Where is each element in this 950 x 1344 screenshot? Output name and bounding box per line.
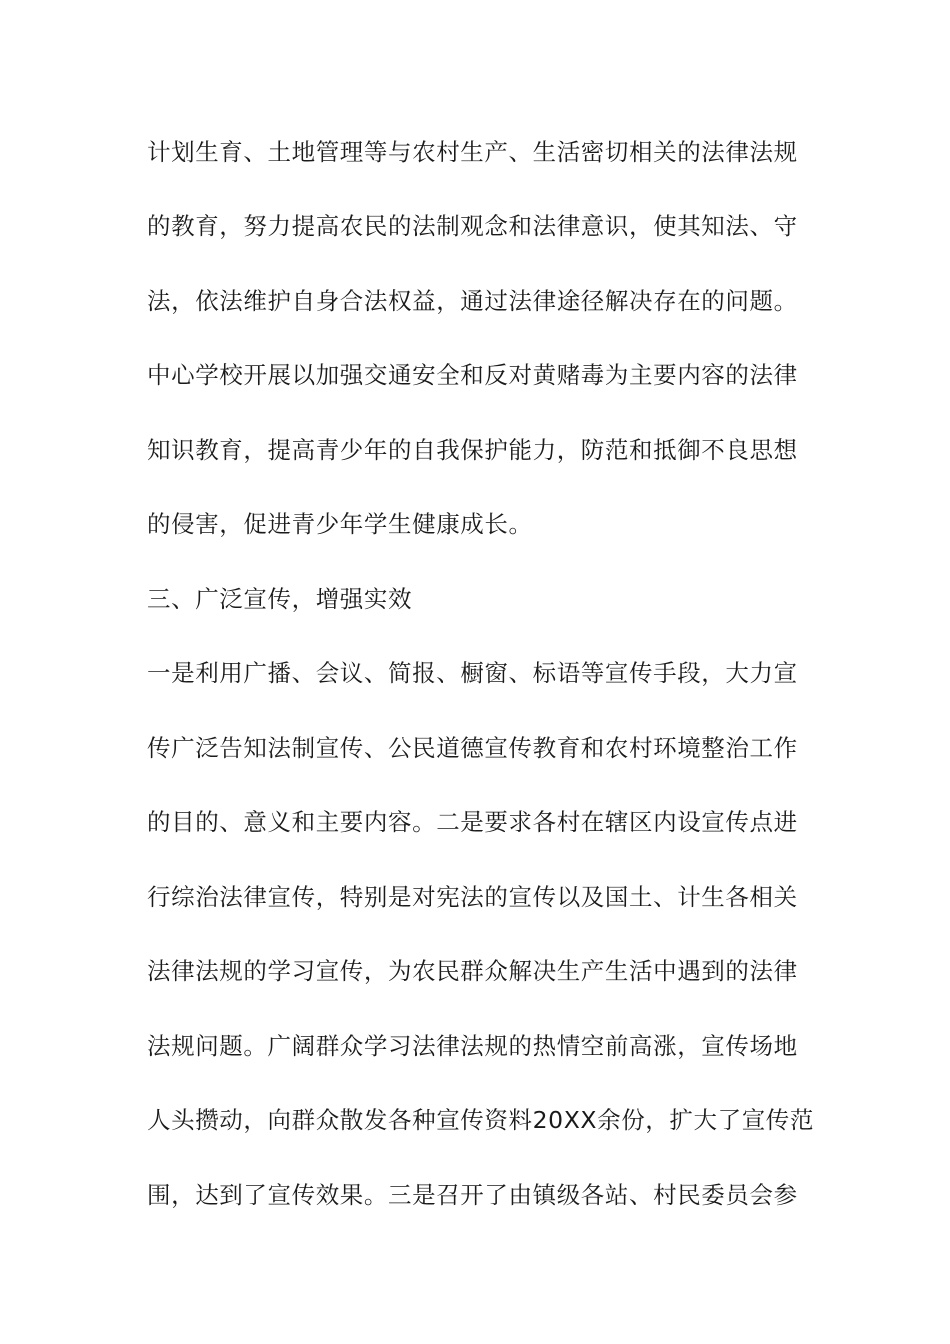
text-line: 计划生育、土地管理等与农村生产、生活密切相关的法律法规 xyxy=(147,138,798,166)
text-line: 行综治法律宣传，特别是对宪法的宣传以及国土、计生各相关 xyxy=(147,883,798,911)
text-line: 的侵害，促进青少年学生健康成长。 xyxy=(147,510,533,538)
text-line: 中心学校开展以加强交通安全和反对黄赌毒为主要内容的法律 xyxy=(147,361,798,389)
text-line: 法规问题。广阔群众学习法律法规的热情空前高涨，宣传场地 xyxy=(147,1032,798,1060)
text-line: 的目的、意义和主要内容。二是要求各村在辖区内设宣传点进 xyxy=(147,808,798,836)
text-line: 的教育，努力提高农民的法制观念和法律意识，使其知法、守 xyxy=(147,212,798,240)
text-line: 一是利用广播、会议、简报、橱窗、标语等宣传手段，大力宣 xyxy=(147,659,798,687)
text-line: 人头攒动，向群众散发各种宣传资料20XX余份，扩大了宣传范 xyxy=(147,1106,814,1134)
text-line: 法律法规的学习宣传，为农民群众解决生产生活中遇到的法律 xyxy=(147,957,798,985)
section-heading: 三、广泛宣传，增强实效 xyxy=(147,585,413,613)
text-line: 知识教育，提高青少年的自我保护能力，防范和抵御不良思想 xyxy=(147,436,798,464)
text-line: 传广泛告知法制宣传、公民道德宣传教育和农村环境整治工作 xyxy=(147,734,798,762)
text-line: 围，达到了宣传效果。三是召开了由镇级各站、村民委员会参 xyxy=(147,1181,798,1209)
text-line: 法，依法维护自身合法权益，通过法律途径解决存在的问题。 xyxy=(147,287,798,315)
